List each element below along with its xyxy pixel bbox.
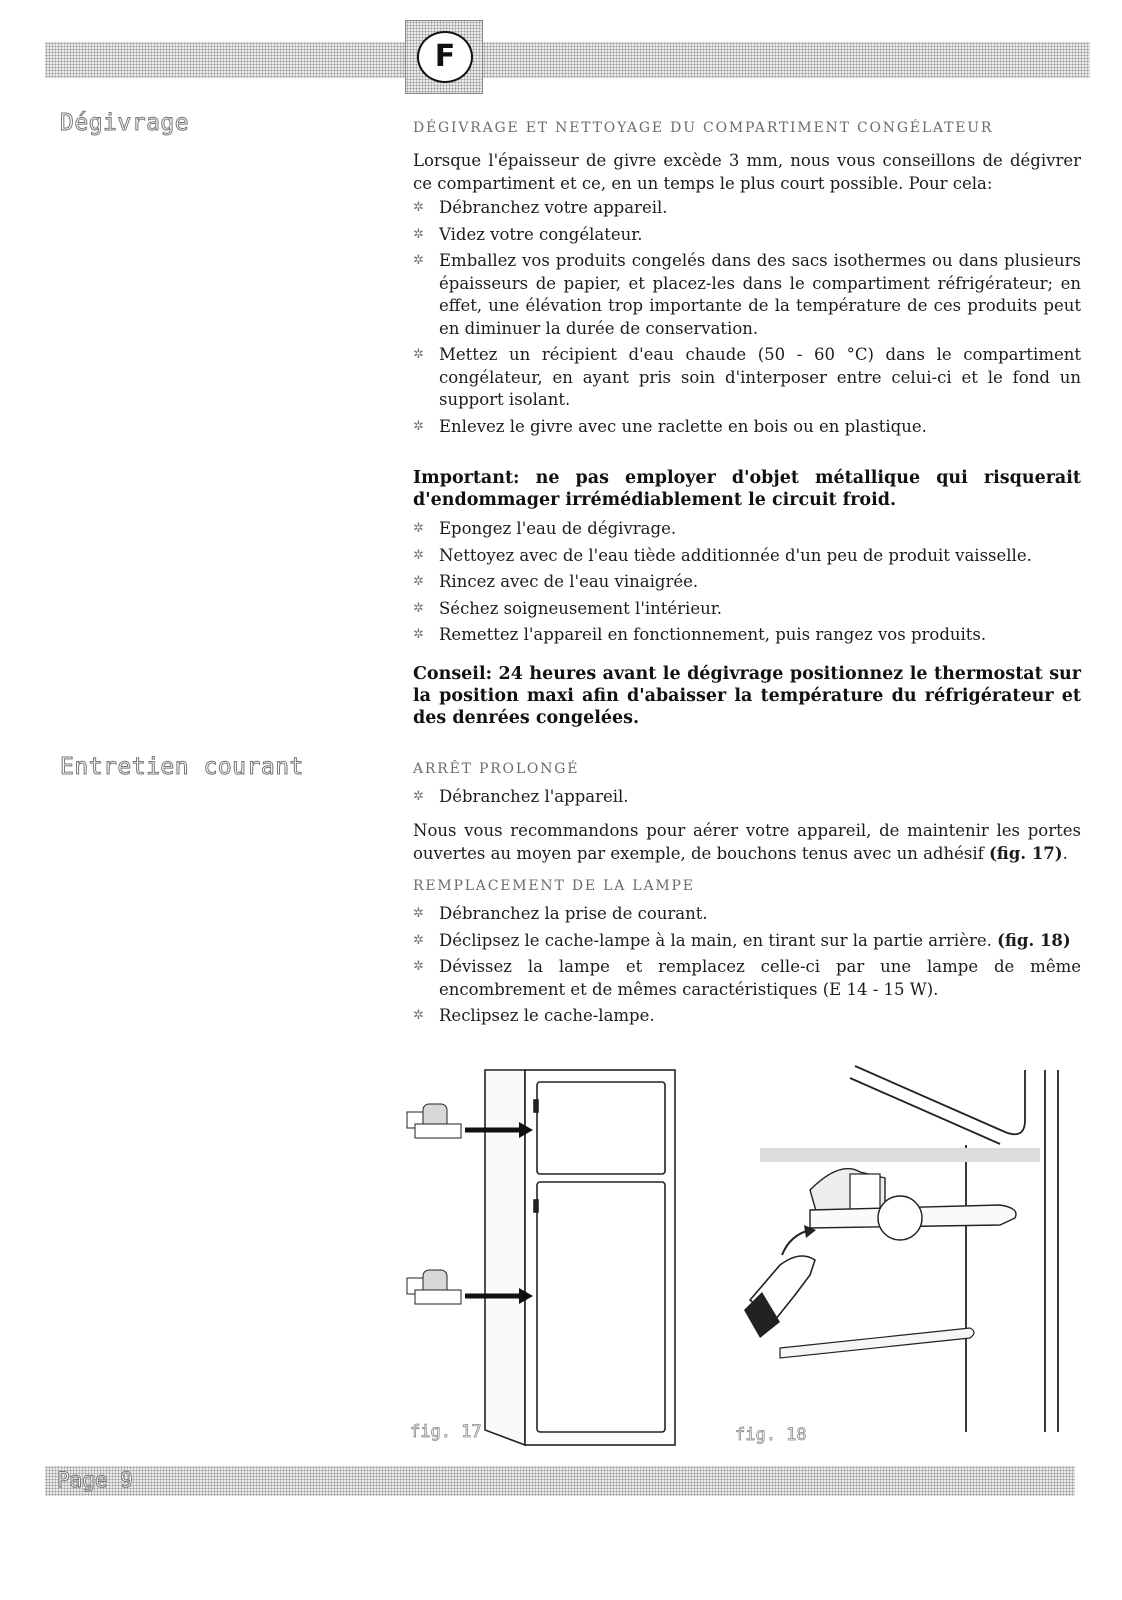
prolonged-stop-heading: ARRÊT PROLONGÉ — [413, 761, 580, 777]
fig18-illustration — [740, 1060, 1080, 1440]
bullet-icon: ✲ — [413, 600, 424, 616]
important-note: Important: ne pas employer d'objet métallique qui risquerait d'endommager irrémédiablement le circuit froid. — [413, 468, 1081, 510]
bullet-icon: ✲ — [413, 226, 424, 242]
defrost-heading: DÉGIVRAGE ET NETTOYAGE DU COMPARTIMENT CONGÉLATEUR — [413, 120, 994, 136]
list-item: ✲ Videz votre congélateur. — [413, 224, 1081, 247]
bullet-icon: ✲ — [413, 1008, 424, 1023]
list-item: ✲ Débranchez l'appareil. — [413, 786, 1081, 809]
list-item: ✲ Séchez soigneusement l'intérieur. — [413, 598, 1081, 621]
hand-icon — [744, 1256, 815, 1338]
list-item: ✲ Enlevez le givre avec une raclette en bois ou en plastique. — [413, 416, 1081, 439]
page-number: Page 9 — [57, 1468, 133, 1492]
list-item: ✲ Déclipsez le cache-lampe à la main, en tirant sur la partie arrière. (fig. 18) — [413, 930, 1081, 953]
lamp-steps — [413, 903, 1081, 1028]
language-letter: F — [417, 31, 473, 83]
lamp-heading: REMPLACEMENT DE LA LAMPE — [413, 878, 695, 894]
figure-reference: (fig. 17) — [989, 843, 1063, 863]
header-band — [45, 42, 1090, 78]
fig17-caption: fig. 17 — [410, 1422, 482, 1442]
language-badge — [405, 20, 483, 94]
list-item: ✲ Remettez l'appareil en fonctionnement, puis rangez vos produits. — [413, 624, 1081, 647]
list-item: ✲ Dévissez la lampe et remplacez celle-ci par une lampe de même encombrement et de mêmes caractéristiques (E 14 - 15 W). — [413, 957, 1081, 999]
list-item: ✲ Débranchez votre appareil. — [413, 197, 1081, 220]
lamp-cover-icon — [810, 1169, 1016, 1240]
bullet-icon: ✲ — [413, 418, 424, 434]
defrost-intro: Lorsque l'épaisseur de givre excède 3 mm, nous vous conseillons de dégivrer ce compartiment et ce, en un temps le plus court possible. Pour cela: — [413, 151, 1081, 193]
list-item: ✲ Mettez un récipient d'eau chaude (50 - 60 °C) dans le compartiment congélateur, en ayant pris soin d'interposer entre celui-ci et le fond un support isolant. — [413, 345, 1081, 409]
bullet-icon: ✲ — [413, 906, 424, 921]
defrost-steps — [413, 197, 1081, 438]
list-item: ✲ Débranchez la prise de courant. — [413, 903, 1081, 926]
sidebar-title-defrost: Dégivrage — [60, 110, 190, 136]
fig17-illustration — [395, 1060, 695, 1455]
bullet-icon: ✲ — [413, 627, 424, 642]
prolonged-stop-steps — [413, 786, 1081, 809]
list-item: ✲ Rincez avec de l'eau vinaigrée. — [413, 571, 1081, 594]
fig18-caption: fig. 18 — [735, 1425, 807, 1445]
bullet-icon: ✲ — [413, 521, 424, 536]
list-item: ✲ Reclipsez le cache-lampe. — [413, 1005, 1081, 1028]
footer-band — [45, 1466, 1075, 1496]
bullet-icon: ✲ — [413, 932, 424, 948]
figure-reference: (fig. 18) — [997, 930, 1071, 950]
bullet-icon: ✲ — [413, 959, 424, 974]
advice-note: Conseil: 24 heures avant le dégivrage positionnez le thermostat sur la position maxi afin d'abaisser la température du réfrigérateur et des denrées congelées. — [413, 664, 1081, 728]
bullet-icon: ✲ — [413, 547, 424, 563]
list-item: ✲ Nettoyez avec de l'eau tiède additionnée d'un peu de produit vaisselle. — [413, 545, 1081, 568]
sidebar-title-maintenance: Entretien courant — [60, 754, 304, 780]
bullet-icon: ✲ — [413, 574, 424, 589]
cleaning-steps — [413, 518, 1081, 647]
list-item: ✲ Epongez l'eau de dégivrage. — [413, 518, 1081, 541]
bullet-icon: ✲ — [413, 789, 424, 804]
bullet-icon: ✲ — [413, 253, 424, 268]
bullet-icon: ✲ — [413, 347, 424, 362]
prolonged-stop-text: Nous vous recommandons pour aérer votre appareil, de maintenir les portes ouvertes au moyen par exemple, de bouchons tenus avec un adhésif (fig. 17). — [413, 821, 1081, 863]
bullet-icon: ✲ — [413, 200, 424, 215]
list-item: ✲ Emballez vos produits congelés dans des sacs isothermes ou dans plusieurs épaisseurs de papier, et placez-les dans le compartiment réfrigérateur; en effet, une élévation trop importante de la température de ces produits peut en diminuer la durée de conservation. — [413, 251, 1081, 338]
